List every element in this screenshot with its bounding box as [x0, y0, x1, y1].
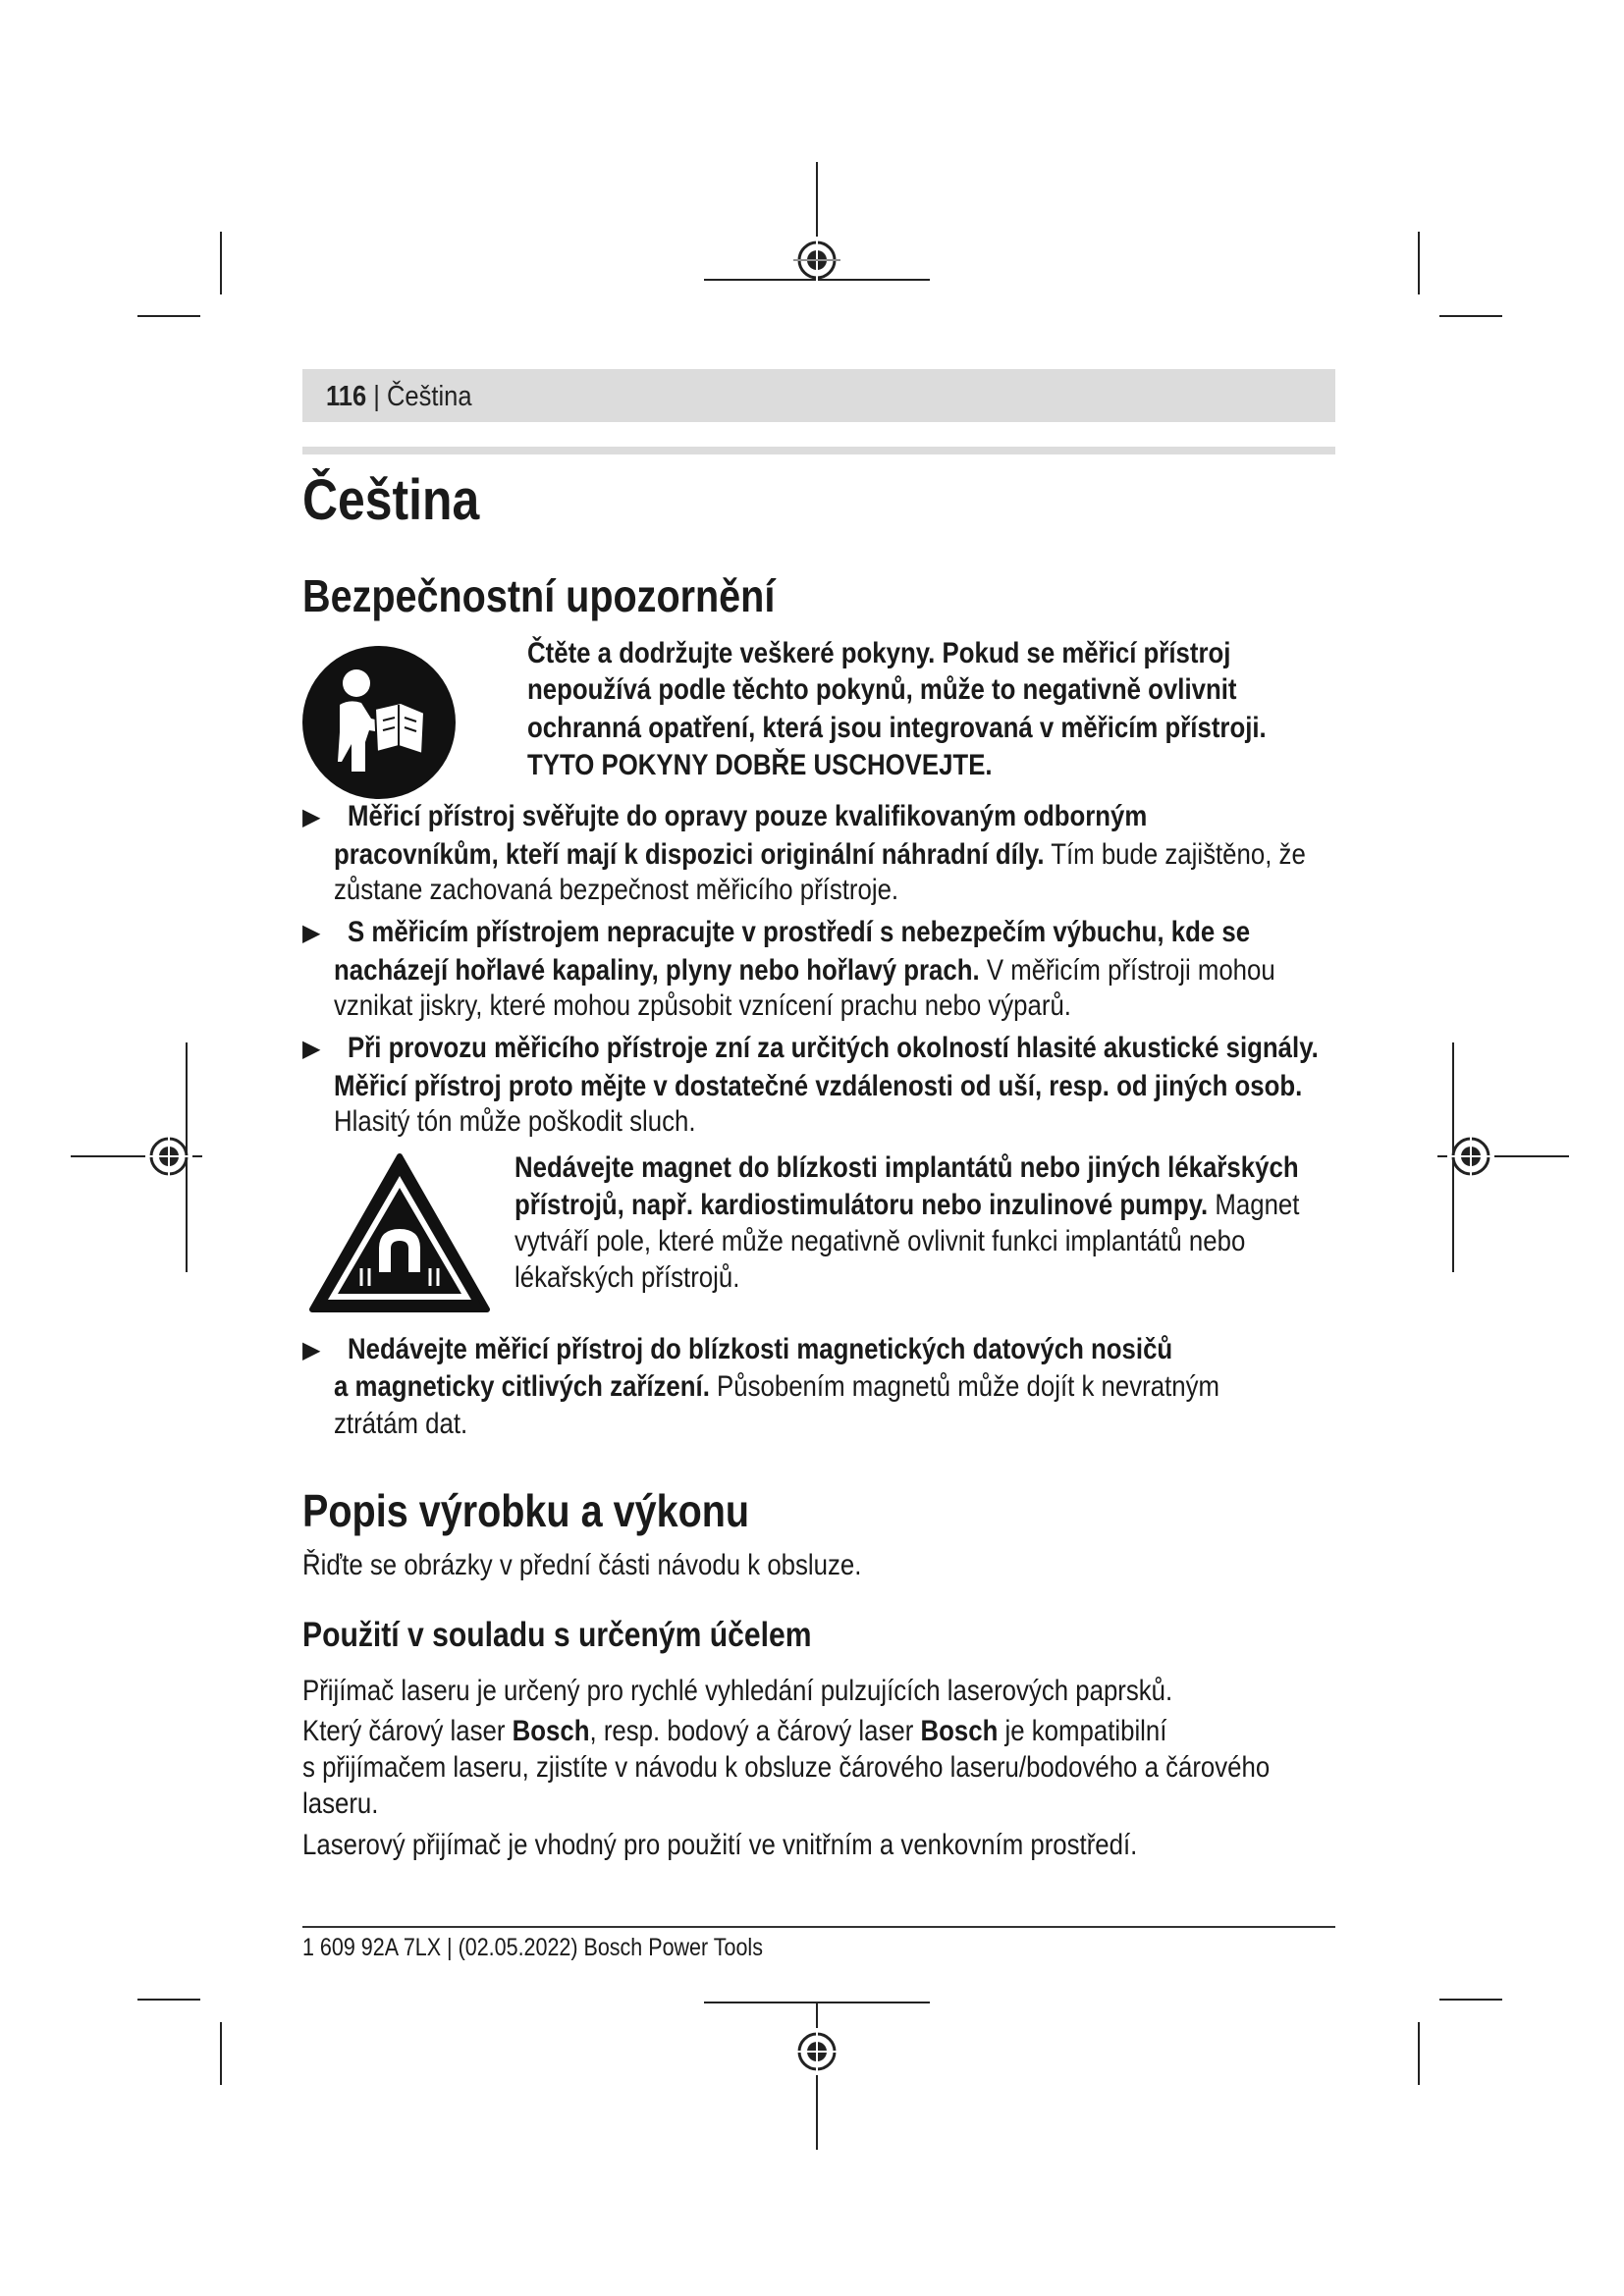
crop-mark [1418, 232, 1420, 294]
footer-rule [302, 1926, 1335, 1928]
read-manual-icon [300, 644, 458, 801]
intro-line: ochranná opatření, která jsou integrovaná v měřicím přístroji. [527, 712, 1267, 744]
bullet-text: V měřicím přístroji mohou [979, 954, 1275, 987]
registration-mark-icon [69, 1041, 206, 1276]
paragraph-line: s přijímačem laseru, zjistíte v návodu k obsluze čárového laseru/bodového a čárového [302, 1751, 1271, 1784]
crop-mark [220, 232, 222, 294]
magnet-bold-text: přístrojů, např. kardiostimulátoru nebo inzulinové pumpy. [514, 1189, 1209, 1221]
header-rule [302, 447, 1335, 454]
crop-mark [220, 2022, 222, 2085]
magnet-warning-line: vytváří pole, které může negativně ovlivnit funkci implantátů nebo [514, 1225, 1246, 1257]
bullet-arrow-icon: ▶ [302, 1337, 321, 1363]
product-intro: Řiďte se obrázky v přední části návodu k obsluze. [302, 1549, 862, 1581]
paragraph: Přijímač laseru je určený pro rychlé vyhledání pulzujících laserových paprsků. [302, 1675, 1173, 1707]
paragraph-text: je kompatibilní [998, 1715, 1167, 1747]
product-heading: Popis výrobku a výkonu [302, 1485, 750, 1536]
intro-line: nepoužívá podle těchto pokynů, může to negativně ovlivnit [527, 673, 1237, 706]
crop-mark [1418, 2022, 1420, 2085]
crop-mark [1439, 1999, 1502, 2001]
bullet-arrow-icon: ▶ [302, 920, 321, 946]
bullet-line: vznikat jiskry, které mohou způsobit vznícení prachu nebo výparů. [334, 989, 1071, 1022]
registration-mark-icon [699, 1973, 935, 2150]
page-number: 116 [326, 381, 367, 412]
paragraph-text: , resp. bodový a čárový laser [589, 1715, 921, 1747]
header-separator: | [366, 381, 387, 412]
page-title: Čeština [302, 468, 480, 532]
paragraph-text: Který čárový laser [302, 1715, 513, 1747]
magnet-warning-line [514, 1187, 1299, 1223]
paragraph-line: laseru. [302, 1788, 379, 1820]
bullet-line: Měřicí přístroj svěřujte do opravy pouze kvalifikovaným odborným [348, 800, 1148, 832]
page-header [302, 369, 1335, 422]
bullet-line [334, 952, 1275, 988]
magnet-text: Magnet [1208, 1189, 1300, 1221]
bullet-arrow-icon: ▶ [302, 1036, 321, 1062]
bullet-line: Při provozu měřicího přístroje zní za určitých okolností hlasité akustické signály. [348, 1032, 1319, 1064]
magnet-warning-icon [306, 1150, 493, 1317]
bullet-line: ztrátám dat. [334, 1408, 468, 1440]
registration-mark-icon [699, 162, 935, 339]
crop-mark [137, 1999, 200, 2001]
registration-mark-icon [1434, 1041, 1571, 1276]
bullet-line: S měřicím přístrojem nepracujte v prostředí s nebezpečím výbuchu, kde se [348, 916, 1251, 948]
bullet-text: Tím bude zajištěno, že [1044, 838, 1306, 871]
paragraph [302, 1713, 1166, 1749]
magnet-warning-line: Nedávejte magnet do blízkosti implantátů nebo jiných lékařských [514, 1151, 1299, 1184]
intro-line: TYTO POKYNY DOBŘE USCHOVEJTE. [527, 749, 993, 781]
header-language: Čeština [386, 381, 472, 412]
crop-mark [1439, 315, 1502, 317]
magnet-warning-line: lékařských přístrojů. [514, 1261, 740, 1294]
bullet-line [334, 836, 1306, 873]
bullet-arrow-icon: ▶ [302, 804, 321, 830]
footer-text: 1 609 92A 7LX | (02.05.2022) Bosch Power Tools [302, 1934, 763, 1961]
bullet-bold-text: pracovníkům, kteří mají k dispozici originální náhradní díly. [334, 838, 1045, 871]
bullet-line: Nedávejte měřicí přístroj do blízkosti magnetických datových nosičů [348, 1333, 1173, 1365]
intended-use-heading: Použití v souladu s určeným účelem [302, 1616, 812, 1654]
bullet-line: Hlasitý tón může poškodit sluch. [334, 1105, 696, 1138]
crop-mark [137, 315, 200, 317]
brand-name: Bosch [512, 1715, 590, 1747]
safety-heading: Bezpečnostní upozornění [302, 570, 776, 621]
brand-name: Bosch [920, 1715, 999, 1747]
header-text [326, 381, 472, 413]
bullet-bold-text: a magneticky citlivých zařízení. [334, 1370, 710, 1403]
bullet-text: Působením magnetů může dojít k nevratným [709, 1370, 1220, 1403]
paragraph: Laserový přijímač je vhodný pro použití ve vnitřním a venkovním prostředí. [302, 1829, 1138, 1861]
bullet-line: zůstane zachovaná bezpečnost měřicího přístroje. [334, 874, 899, 906]
bullet-line [334, 1368, 1219, 1405]
bullet-bold-text: nacházejí hořlavé kapaliny, plyny nebo hořlavý prach. [334, 954, 980, 987]
bullet-line: Měřicí přístroj proto mějte v dostatečné vzdálenosti od uší, resp. od jiných osob. [334, 1070, 1303, 1102]
intro-line: Čtěte a dodržujte veškeré pokyny. Pokud se měřicí přístroj [527, 637, 1231, 669]
